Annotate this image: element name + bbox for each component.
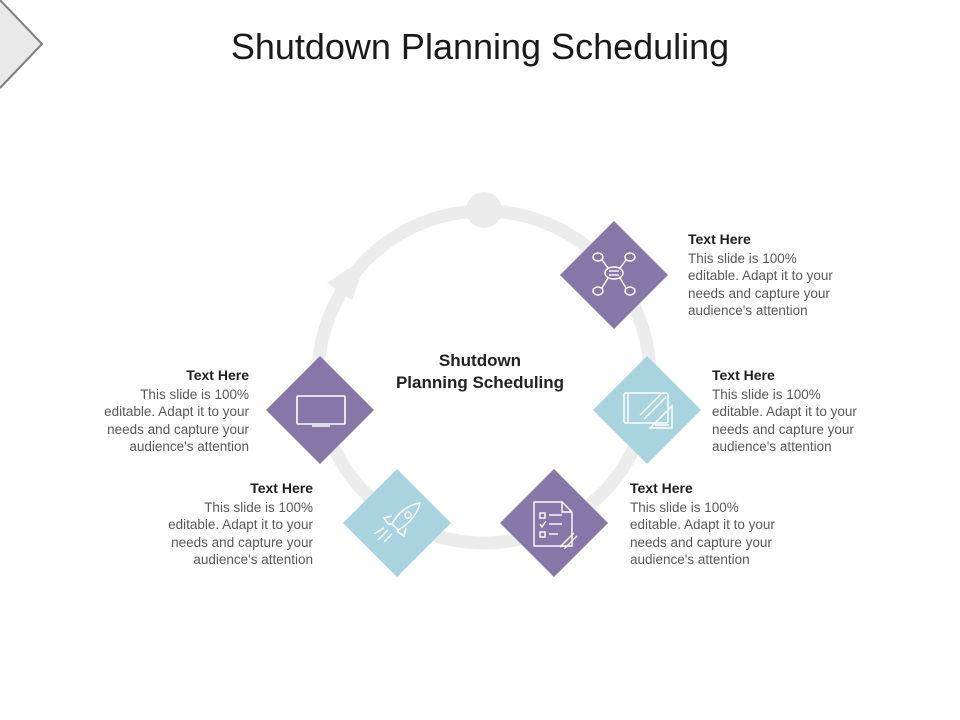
text-block-line: This slide is 100%: [140, 386, 249, 402]
diamond-blueprint: [593, 356, 701, 464]
text-block-line: editable. Adapt it to your: [168, 517, 313, 532]
text-block-heading: Text Here: [712, 367, 775, 383]
center-label-line-1: Shutdown: [438, 351, 522, 370]
text-block-heading: Text Here: [630, 480, 693, 496]
text-block-line: needs and capture your: [107, 421, 249, 437]
cycle-start-dot: [466, 192, 502, 228]
text-block-line: This slide is 100%: [688, 250, 797, 266]
text-block-line: needs and capture your: [688, 285, 830, 301]
text-block-line: audience's attention: [630, 552, 750, 567]
diamond-monitor: [266, 356, 374, 464]
text-block-rocket: [113, 480, 313, 569]
text-block-heading: Text Here: [688, 231, 751, 247]
text-block-checklist: [630, 480, 830, 569]
text-block-line: audience's attention: [712, 439, 832, 454]
text-block-line: audience's attention: [193, 552, 313, 567]
text-block-line: This slide is 100%: [712, 386, 821, 402]
text-block-heading: Text Here: [186, 367, 249, 383]
text-block-heading: Text Here: [250, 480, 313, 496]
text-block-line: editable. Adapt it to your: [688, 268, 833, 283]
text-block-line: editable. Adapt it to your: [630, 517, 775, 532]
center-label: [360, 350, 600, 394]
slide-title: Shutdown Planning Scheduling: [230, 26, 730, 67]
text-block-line: editable. Adapt it to your: [712, 404, 857, 419]
cycle-arrow-head: [327, 255, 368, 300]
text-block-network: [688, 231, 888, 320]
text-block-line: audience's attention: [688, 303, 808, 318]
center-label-line-2: Planning Scheduling: [395, 373, 565, 392]
text-block-line: This slide is 100%: [204, 499, 313, 515]
text-block-line: needs and capture your: [630, 534, 772, 550]
text-block-line: This slide is 100%: [630, 499, 739, 515]
text-block-line: editable. Adapt it to your: [104, 404, 249, 419]
text-block-blueprint: [712, 367, 912, 456]
text-block-monitor: [49, 367, 249, 456]
diamond-checklist: [500, 469, 608, 577]
text-block-line: needs and capture your: [712, 421, 854, 437]
text-block-line: needs and capture your: [171, 534, 313, 550]
text-block-line: audience's attention: [129, 439, 249, 454]
